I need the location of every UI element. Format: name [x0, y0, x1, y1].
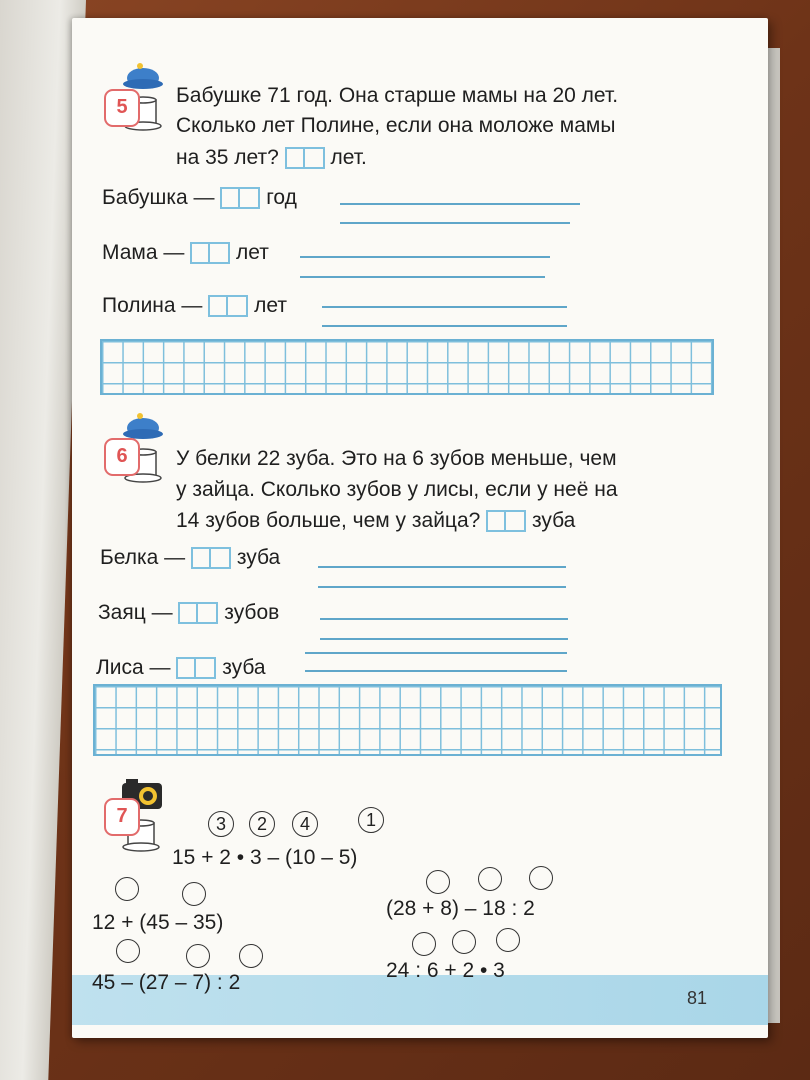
polina-row [102, 293, 287, 318]
polina-unit: лет [254, 294, 287, 317]
order-circle[interactable] [239, 944, 263, 968]
hare-box[interactable] [178, 602, 218, 624]
fox-row [96, 655, 266, 680]
problem-6-line-1: У белки 22 зуба. Это на 6 зубов меньше, чем [176, 447, 617, 470]
answer-line [322, 325, 567, 327]
problem-5-badge: 5 [104, 89, 140, 127]
hare-unit: зубов [224, 601, 280, 624]
squirrel-box[interactable] [191, 547, 231, 569]
order-mark: 4 [292, 811, 318, 837]
problem-5-line-1: Бабушке 71 год. Она старше мамы на 20 лет. [176, 84, 619, 107]
problem-6-line-3 [176, 508, 575, 533]
answer-line [300, 276, 545, 278]
page-number: 81 [687, 988, 708, 1008]
expression-2: (28 + 8) – 18 : 2 [386, 897, 535, 920]
expression-3: 45 – (27 – 7) : 2 [92, 971, 241, 994]
mom-box[interactable] [190, 242, 230, 264]
hare-label: Заяц — [98, 601, 173, 624]
order-mark: 3 [208, 811, 234, 837]
order-circle[interactable] [412, 932, 436, 956]
order-circle[interactable] [529, 866, 553, 890]
order-circle[interactable] [115, 877, 139, 901]
answer-line [318, 566, 566, 568]
order-circle[interactable] [186, 944, 210, 968]
problem-5-answer-unit: лет. [330, 146, 367, 169]
order-mark: 1 [358, 807, 384, 833]
order-circle[interactable] [496, 928, 520, 952]
squirrel-label: Белка — [100, 546, 186, 569]
grandma-row [102, 185, 297, 210]
problem-6-question: 14 зубов больше, чем у зайца? [176, 509, 481, 532]
answer-line [300, 256, 550, 258]
problem-5-question: на 35 лет? [176, 146, 279, 169]
fox-unit: зуба [222, 656, 266, 679]
grandma-unit: год [266, 186, 297, 209]
grandma-box[interactable] [220, 187, 260, 209]
hare-row [98, 600, 279, 625]
squirrel-unit: зуба [236, 546, 281, 569]
answer-line [340, 203, 580, 205]
answer-line [318, 586, 566, 588]
squirrel-row [100, 545, 280, 570]
order-circle[interactable] [116, 939, 140, 963]
answer-box[interactable] [486, 510, 526, 532]
solution-grid-6[interactable] [93, 684, 722, 756]
polina-label: Полина — [102, 294, 203, 317]
mom-row [102, 240, 269, 265]
order-circle[interactable] [182, 882, 206, 906]
order-circle[interactable] [452, 930, 476, 954]
answer-line [305, 670, 567, 672]
order-circle[interactable] [478, 867, 502, 891]
order-circle[interactable] [426, 870, 450, 894]
problem-6-badge: 6 [104, 438, 140, 476]
example-expression: 15 + 2 • 3 – (10 – 5) [172, 846, 358, 869]
expression-1: 12 + (45 – 35) [92, 911, 224, 934]
problem-7-badge: 7 [104, 798, 140, 836]
expression-4: 24 : 6 + 2 • 3 [386, 959, 505, 982]
problem-6-answer-unit: зуба [532, 509, 576, 532]
fox-label: Лиса — [96, 656, 171, 679]
polina-box[interactable] [208, 295, 248, 317]
answer-box[interactable] [285, 147, 325, 169]
grandma-label: Бабушка — [102, 186, 215, 209]
solution-grid-5[interactable] [100, 339, 714, 395]
answer-line [320, 638, 568, 640]
problem-5-line-3 [176, 145, 367, 170]
answer-line [320, 618, 568, 620]
answer-line [322, 306, 567, 308]
answer-line [340, 222, 570, 224]
problem-6-line-2: у зайца. Сколько зубов у лисы, если у неё на [176, 478, 618, 501]
mom-label: Мама — [102, 241, 185, 264]
mom-unit: лет [236, 241, 269, 264]
fox-box[interactable] [176, 657, 216, 679]
problem-5-line-2: Сколько лет Полине, если она моложе мамы [176, 114, 616, 137]
answer-line [305, 652, 567, 654]
order-mark: 2 [249, 811, 275, 837]
